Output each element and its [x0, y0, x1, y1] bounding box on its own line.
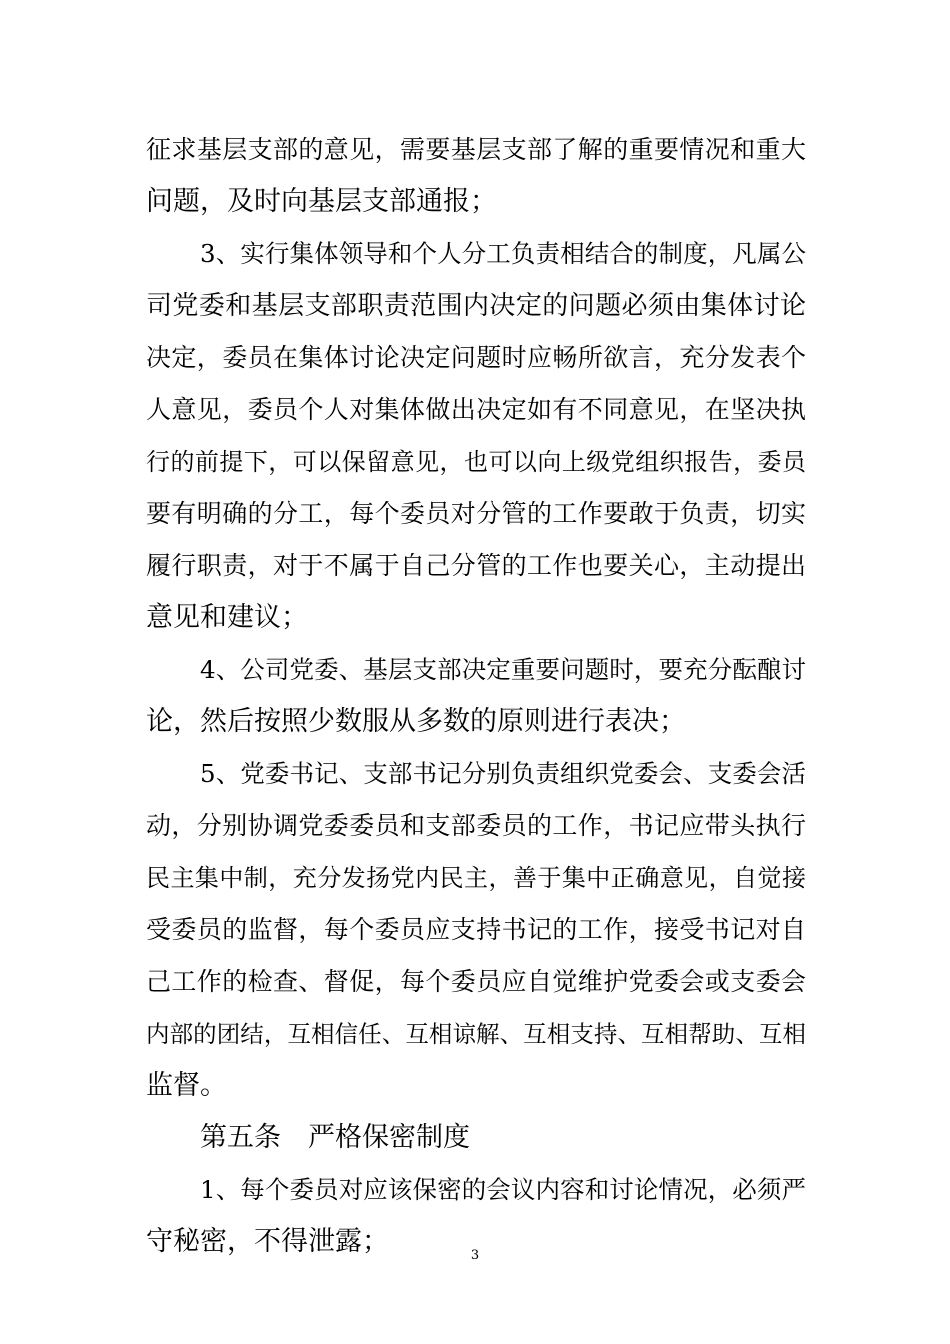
text-line: 3、实行集体领导和个人分工负责相结合的制度，凡属公 — [200, 239, 806, 268]
text-line: 行的前提下，可以保留意见，也可以向上级党组织报告，委员 — [146, 448, 806, 476]
text-line: 决定，委员在集体讨论决定问题时应畅所欲言，充分发表个 — [146, 343, 806, 372]
text-line: 人意见，委员个人对集体做出决定如有不同意见，在坚决执 — [146, 395, 806, 424]
text-line: 守秘密，不得泄露； — [146, 1226, 389, 1257]
text-line: 监督。 — [146, 1070, 227, 1101]
text-line: 受委员的监督，每个委员应支持书记的工作，接受书记对自 — [146, 915, 806, 944]
text-line: 征求基层支部的意见，需要基层支部了解的重要情况和重大 — [146, 135, 806, 164]
body-text — [146, 124, 806, 1268]
text-line: 动，分别协调党委委员和支部委员的工作，书记应带头执行 — [146, 811, 806, 840]
text-line: 意见和建议； — [146, 602, 308, 633]
page-number: 3 — [470, 1248, 480, 1263]
text-line: 问题，及时向基层支部通报； — [146, 186, 497, 217]
text-line: 民主集中制，充分发扬党内民主，善于集中正确意见，自觉接 — [146, 864, 806, 892]
text-line: 履行职责，对于不属于自己分管的工作也要关心，主动提出 — [146, 551, 806, 580]
text-line: 司党委和基层支部职责范围内决定的问题必须由集体讨论 — [146, 291, 806, 321]
text-line: 内部的团结，互相信任、互相谅解、互相支持、互相帮助、互相 — [146, 1020, 806, 1048]
text-line: 己工作的检查、督促，每个委员应自觉维护党委会或支委会 — [146, 967, 806, 996]
text-line: 5、党委书记、支部书记分别负责组织党委会、支委会活 — [200, 759, 806, 788]
text-line: 论，然后按照少数服从多数的原则进行表决； — [146, 706, 686, 737]
text-line: 要有明确的分工，每个委员对分管的工作要敢于负责，切实 — [146, 499, 806, 528]
text-line: 第五条 严格保密制度 — [200, 1122, 470, 1153]
text-line: 1、每个委员对应该保密的会议内容和讨论情况，必须严 — [200, 1175, 806, 1204]
text-line: 4、公司党委、基层支部决定重要问题时，要充分酝酿讨 — [200, 655, 806, 684]
